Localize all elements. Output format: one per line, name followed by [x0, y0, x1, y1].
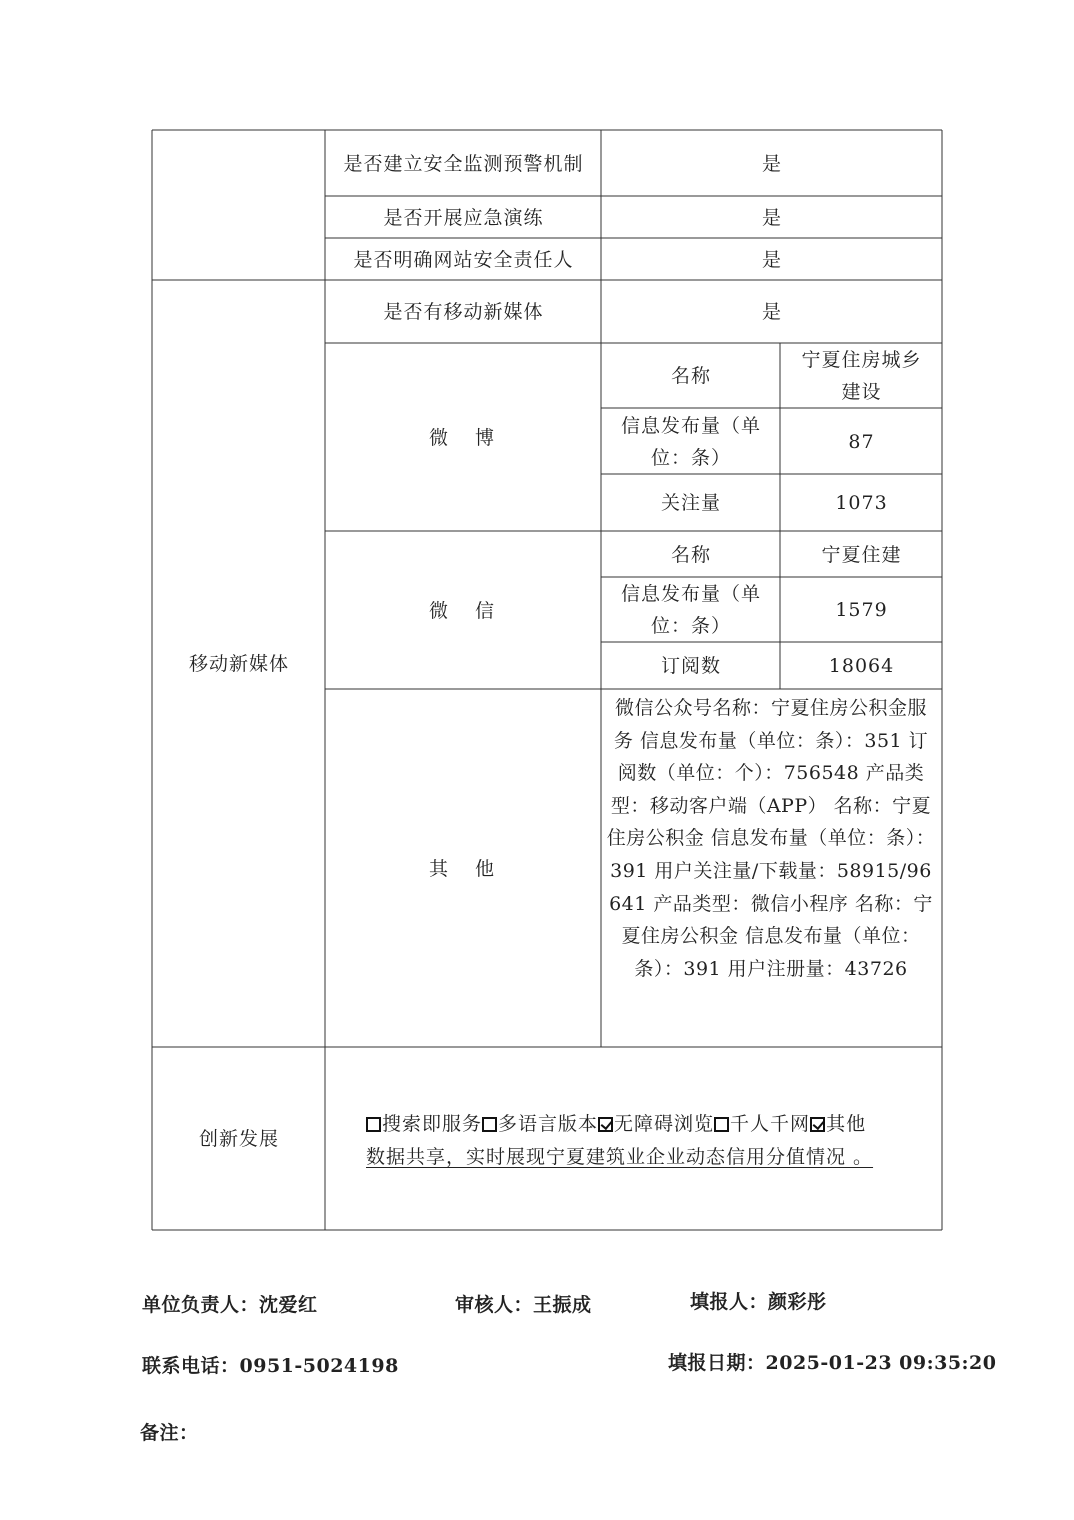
- has-media-label: 是否有移动新媒体: [383, 301, 544, 323]
- has-media-value: 是: [761, 301, 782, 323]
- wechat-label: 微 信: [428, 599, 498, 622]
- checkbox-checked-icon[interactable]: [810, 1117, 825, 1132]
- footer-reviewer: 审核人：王振成: [455, 1294, 592, 1316]
- checkbox-icon[interactable]: [366, 1117, 381, 1132]
- security-drill-value: 是: [761, 206, 782, 229]
- weibo-follow-value: 1073: [835, 492, 888, 514]
- weibo-name-label: 名称: [670, 365, 711, 387]
- wechat-name-value: 宁夏住建: [821, 543, 902, 566]
- wechat-posts-label: 信息发布量（单位：条）: [620, 583, 761, 637]
- other-label: 其 他: [428, 857, 498, 880]
- innovation-option-search[interactable]: 搜索即服务: [366, 1113, 482, 1135]
- checkbox-checked-icon[interactable]: [598, 1117, 613, 1132]
- mobile-section-label: 移动新媒体: [188, 653, 289, 675]
- security-drill-label: 是否开展应急演练: [383, 206, 544, 229]
- wechat-sub-value: 18064: [828, 655, 895, 677]
- footer-leader: 单位负责人：沈爱红: [142, 1294, 318, 1316]
- innovation-other-text: 数据共享，实时展现宁夏建筑业企业动态信用分值情况 。: [366, 1146, 874, 1168]
- security-responsible-label: 是否明确网站安全责任人: [353, 248, 574, 271]
- innovation-option-multilang[interactable]: 多语言版本: [482, 1113, 598, 1135]
- footer-date: 填报日期：2025-01-23 09:35:20: [668, 1352, 997, 1374]
- footer-phone: 联系电话：0951-5024198: [142, 1355, 399, 1377]
- wechat-sub-label: 订阅数: [660, 655, 721, 677]
- checkbox-icon[interactable]: [482, 1117, 497, 1132]
- innovation-option-accessible[interactable]: 无障碍浏览: [598, 1113, 714, 1135]
- innovation-option-personalized[interactable]: 千人千网: [714, 1113, 810, 1135]
- footer-remark: 备注：: [140, 1422, 199, 1444]
- other-text: 微信公众号名称：宁夏住房公积金服务 信息发布量（单位：条）：351 订阅数（单位：个）：756548 产品类型：移动客户端（APP） 名称：宁夏住房公积金 信息发布量（单位：条）：391 用户关注量/下载量：58915/96641 产品类型：微信小程序 名称：宁夏住房公积金 信息发布量（单位：条）：391 用户注册量：43726: [606, 697, 936, 980]
- innovation-option-other[interactable]: 其他: [810, 1113, 866, 1135]
- wechat-name-label: 名称: [670, 543, 711, 566]
- weibo-name-value: 宁夏住房城乡建设: [801, 349, 922, 403]
- wechat-posts-value: 1579: [835, 599, 888, 621]
- security-monitoring-value: 是: [761, 152, 782, 175]
- weibo-posts-label: 信息发布量（单位：条）: [620, 414, 761, 469]
- security-monitoring-label: 是否建立安全监测预警机制: [343, 152, 584, 175]
- weibo-follow-label: 关注量: [660, 492, 721, 514]
- innovation-label: 创新发展: [198, 1128, 279, 1150]
- weibo-label: 微 博: [428, 426, 498, 449]
- footer-filler: 填报人：颜彩彤: [690, 1291, 827, 1313]
- checkbox-icon[interactable]: [714, 1117, 729, 1132]
- weibo-posts-value: 87: [848, 430, 875, 453]
- innovation-options: [366, 1108, 936, 1174]
- security-responsible-value: 是: [761, 248, 782, 271]
